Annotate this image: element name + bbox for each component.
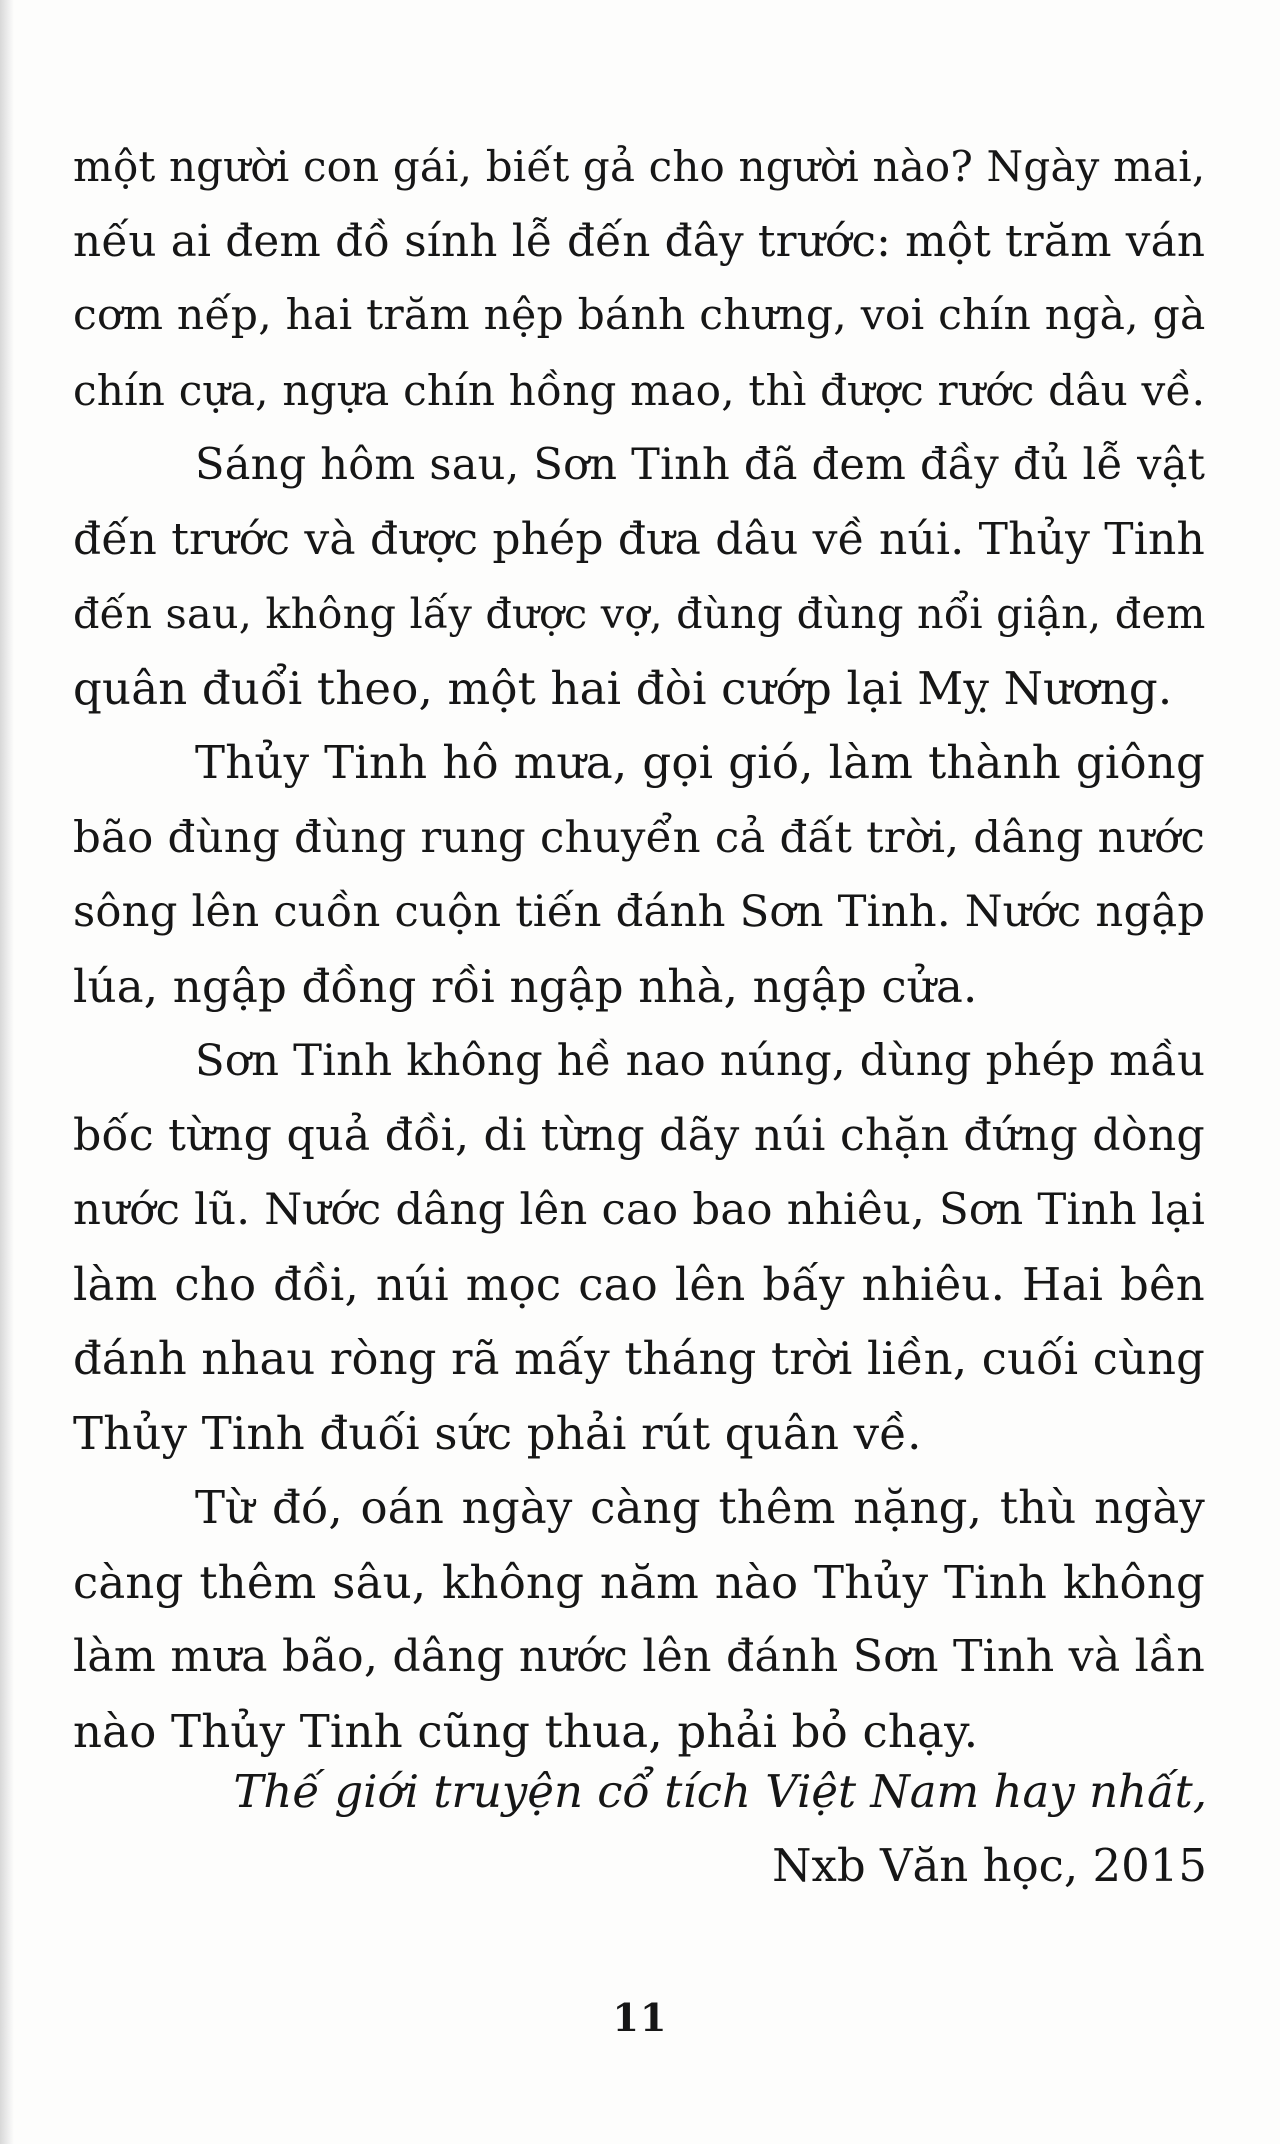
text-line: chín cựa, ngựa chín hồng mao, thì được rước dâu về. <box>73 365 1206 415</box>
text-line: làm mưa bão, dâng nước lên đánh Sơn Tinh và lần <box>73 1631 1205 1682</box>
citation-title: Thế giới truyện cổ tích Việt Nam hay nhất, <box>233 1765 1207 1818</box>
text-line: làm cho đồi, núi mọc cao lên bấy nhiêu. Hai bên <box>73 1257 1205 1311</box>
source-citation <box>233 1755 1207 1903</box>
text-line: lúa, ngập đồng rồi ngập nhà, ngập cửa. <box>73 959 978 1013</box>
text-line: Sơn Tinh không hề nao núng, dùng phép mầu <box>195 1036 1206 1086</box>
text-line: càng thêm sâu, không năm nào Thủy Tinh không <box>73 1555 1205 1609</box>
text-line: đánh nhau ròng rã mấy tháng trời liền, cuối cùng <box>73 1332 1205 1385</box>
text-line: nào Thủy Tinh cũng thua, phải bỏ chạy. <box>73 1704 979 1758</box>
paragraph-2 <box>73 428 1205 726</box>
citation-publisher: Nxb Văn học, 2015 <box>772 1839 1207 1892</box>
text-line: đến sau, không lấy được vợ, đùng đùng nổi giận, đem <box>73 590 1206 638</box>
text-line: đến trước và được phép đưa dâu về núi. Thủy Tinh <box>73 513 1205 565</box>
paragraph-1 <box>73 130 1205 428</box>
story-text <box>73 130 1205 1769</box>
text-line: quân đuổi theo, một hai đòi cướp lại Mỵ Nương. <box>73 661 1173 715</box>
page-number: 11 <box>612 1995 668 2040</box>
text-line: cơm nếp, hai trăm nệp bánh chưng, voi chín ngà, gà <box>73 291 1206 340</box>
paragraph-3 <box>73 726 1205 1024</box>
text-line: một người con gái, biết gả cho người nào? Ngày mai, <box>73 142 1206 191</box>
paragraph-5 <box>73 1471 1205 1769</box>
text-line: nước lũ. Nước dâng lên cao bao nhiêu, Sơn Tinh lại <box>73 1185 1206 1235</box>
text-line: sông lên cuồn cuộn tiến đánh Sơn Tinh. Nước ngập <box>73 887 1206 937</box>
text-line: nếu ai đem đồ sính lễ đến đây trước: một trăm ván <box>73 215 1206 267</box>
text-line: Sáng hôm sau, Sơn Tinh đã đem đầy đủ lễ vật <box>195 440 1206 490</box>
paragraph-4 <box>73 1024 1205 1471</box>
text-line: Thủy Tinh hô mưa, gọi gió, làm thành giông <box>195 736 1205 789</box>
page-binding-edge <box>0 0 14 2144</box>
text-line: Từ đó, oán ngày càng thêm nặng, thù ngày <box>195 1481 1205 1534</box>
text-line: Thủy Tinh đuối sức phải rút quân về. <box>73 1406 922 1460</box>
text-line: bão đùng đùng rung chuyển cả đất trời, dâng nước <box>73 812 1205 863</box>
text-line: bốc từng quả đồi, di từng dãy núi chặn đứng dòng <box>73 1109 1205 1161</box>
